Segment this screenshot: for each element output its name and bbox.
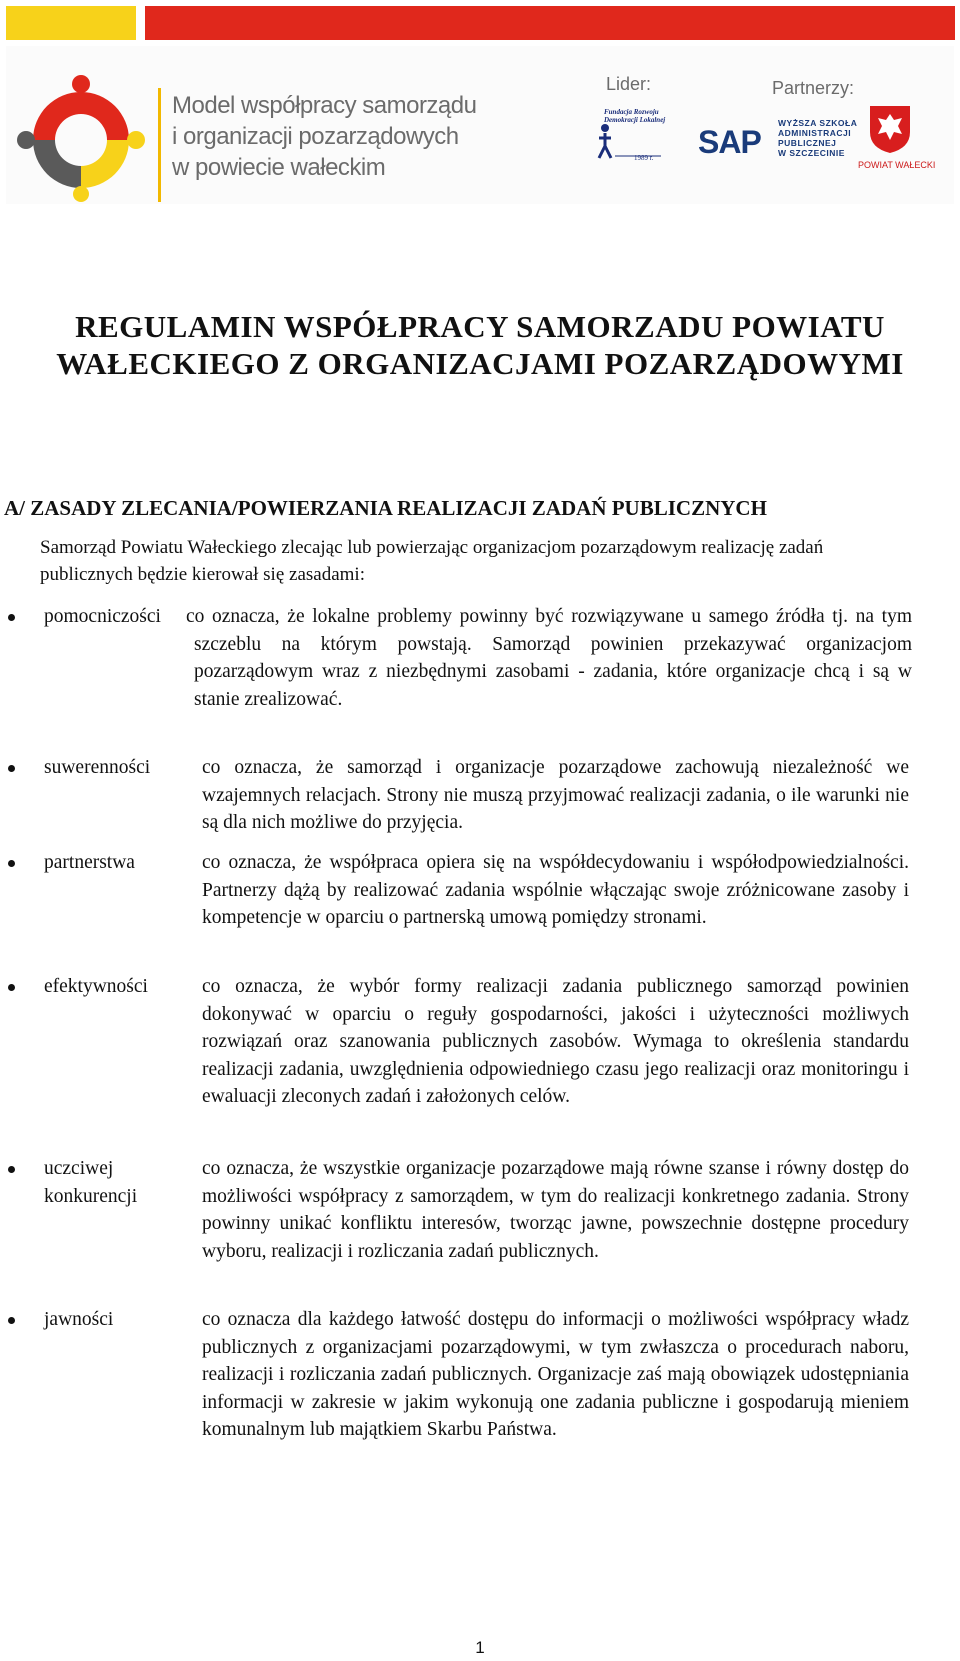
principle-description: co oznacza, że samorząd i organizacje pozarządowe zachowują niezależność we wzajemnych relacjach. Strony nie muszą przyjmować realizacji zadania, o ile warunki nie są dla nich możliwe do przyjęcia. bbox=[202, 757, 909, 833]
bullet-icon bbox=[8, 1166, 15, 1173]
principle-item bbox=[0, 1306, 910, 1476]
logo-divider bbox=[158, 88, 161, 202]
logo-title-line: Model współpracy samorządu bbox=[172, 92, 477, 119]
principle-term: jawności bbox=[44, 1309, 114, 1330]
principle-term: partnerstwa bbox=[44, 852, 135, 873]
bullet-icon bbox=[8, 1317, 15, 1324]
powiat-crest-icon bbox=[868, 104, 912, 154]
principle-item bbox=[0, 754, 910, 844]
document-title bbox=[0, 308, 960, 382]
logo-title-line: i organizacji pozarządowych bbox=[172, 123, 459, 150]
principle-description: co oznacza, że współpraca opiera się na współdecydowaniu i współodpowiedzialności. Partnerzy dążą by realizować zadania wspólnie włączając swoje zróżnicowane zasoby i kompetencje w oparciu o partnerską umową pomiędzy stronami. bbox=[202, 852, 909, 928]
powiat-label: POWIAT WAŁECKI bbox=[858, 160, 936, 170]
sap-text-line: ADMINISTRACJI bbox=[778, 128, 852, 138]
bullet-icon bbox=[8, 984, 15, 991]
intro-paragraph: Samorząd Powiatu Wałeckiego zlecając lub powierzając organizacjom pozarządowym realizację zadań publicznych będzie kierował się zasadami: bbox=[40, 537, 824, 585]
bullet-icon bbox=[8, 765, 15, 772]
principle-item bbox=[0, 973, 910, 1143]
principle-item bbox=[0, 849, 910, 964]
header-red-bar bbox=[145, 6, 955, 40]
principle-description: co oznacza dla każdego łatwość dostępu do informacji o możliwości współpracy władz publicznych z organizacjami pozarządowymi, w tym zwłaszcza o procedurach naboru, realizacji i rozliczania zadań publicznych. Organizacje zaś mają obowiązek udostępniania informacji w zakresie w jakim wykonują one zadania publiczne i gospodarują mieniem komunalnym lub majątkiem Skarbu Państwa. bbox=[202, 1309, 909, 1440]
bullet-icon bbox=[8, 614, 15, 621]
header-yellow-bar bbox=[6, 6, 136, 40]
principle-description: co oznacza, że lokalne problemy powinny być rozwiązywane u samego źródła tj. na tym szczeblu na którym powstają. Samorząd powinien przekazywać organizacjom pozarządowym wraz z niezbędnymi zasobami - zadania, które organizacje chcą i są w stanie zrealizować. bbox=[186, 606, 912, 710]
principle-description: co oznacza, że wszystkie organizacje pozarządowe mają równe szanse i równy dostęp do możliwości współpracy z samorządem, w tym do realizacji konkretnego zadania. Strony powinny unikać konfliktu interesów, tworząc jawne, powszechnie dostępne procedury wyboru, realizacji i rozliczania zadań publicznych. bbox=[202, 1158, 909, 1262]
sap-text-line: PUBLICZNEJ bbox=[778, 138, 837, 148]
title-line: REGULAMIN WSPÓŁPRACY SAMORZADU POWIATU bbox=[75, 309, 885, 344]
lider-org-text: Fundacja Rozwoju Demokracji Lokalnej bbox=[604, 108, 666, 124]
principle-term: uczciwej konkurencji bbox=[44, 1158, 138, 1207]
partnerzy-label: Partnerzy: bbox=[772, 78, 855, 98]
principle-item bbox=[0, 603, 910, 723]
sap-logo: SAP bbox=[698, 124, 761, 160]
project-logo-title bbox=[172, 90, 476, 183]
lider-label: Lider: bbox=[606, 74, 652, 94]
principle-term: suwerenności bbox=[44, 757, 151, 778]
title-line: WAŁECKIEGO Z ORGANIZACJAMI POZARZĄDOWYMI bbox=[56, 346, 904, 381]
logo-title-line: w powiecie wałeckim bbox=[172, 154, 386, 181]
page-number: 1 bbox=[475, 1638, 485, 1657]
lider-org-year: 1989 r. bbox=[634, 154, 654, 162]
principle-item bbox=[0, 1155, 910, 1300]
principle-term: efektywności bbox=[44, 976, 148, 997]
bullet-icon bbox=[8, 860, 15, 867]
section-heading: A/ ZASADY ZLECANIA/POWIERZANIA REALIZACJI ZADAŃ PUBLICZNYCH bbox=[4, 496, 767, 520]
project-logo-icon bbox=[12, 74, 150, 202]
sap-text-line: W SZCZECINIE bbox=[778, 148, 845, 158]
principle-term: pomocniczości bbox=[44, 606, 161, 627]
principle-description: co oznacza, że wybór formy realizacji zadania publicznego samorząd powinien dokonywać w oparciu o reguły gospodarności, jakości i użyteczności możliwych rozwiązań oraz szanowania publicznych zasobów. Wymaga to określenia standardu realizacji zadania, uwzględnienia odpowiedniego czasu jego realizacji oraz monitoringu i ewaluacji zleconych zadań i założonych celów. bbox=[202, 976, 909, 1107]
sap-text-line: WYŻSZA SZKOŁA bbox=[778, 118, 858, 128]
sap-org-text bbox=[778, 118, 857, 158]
